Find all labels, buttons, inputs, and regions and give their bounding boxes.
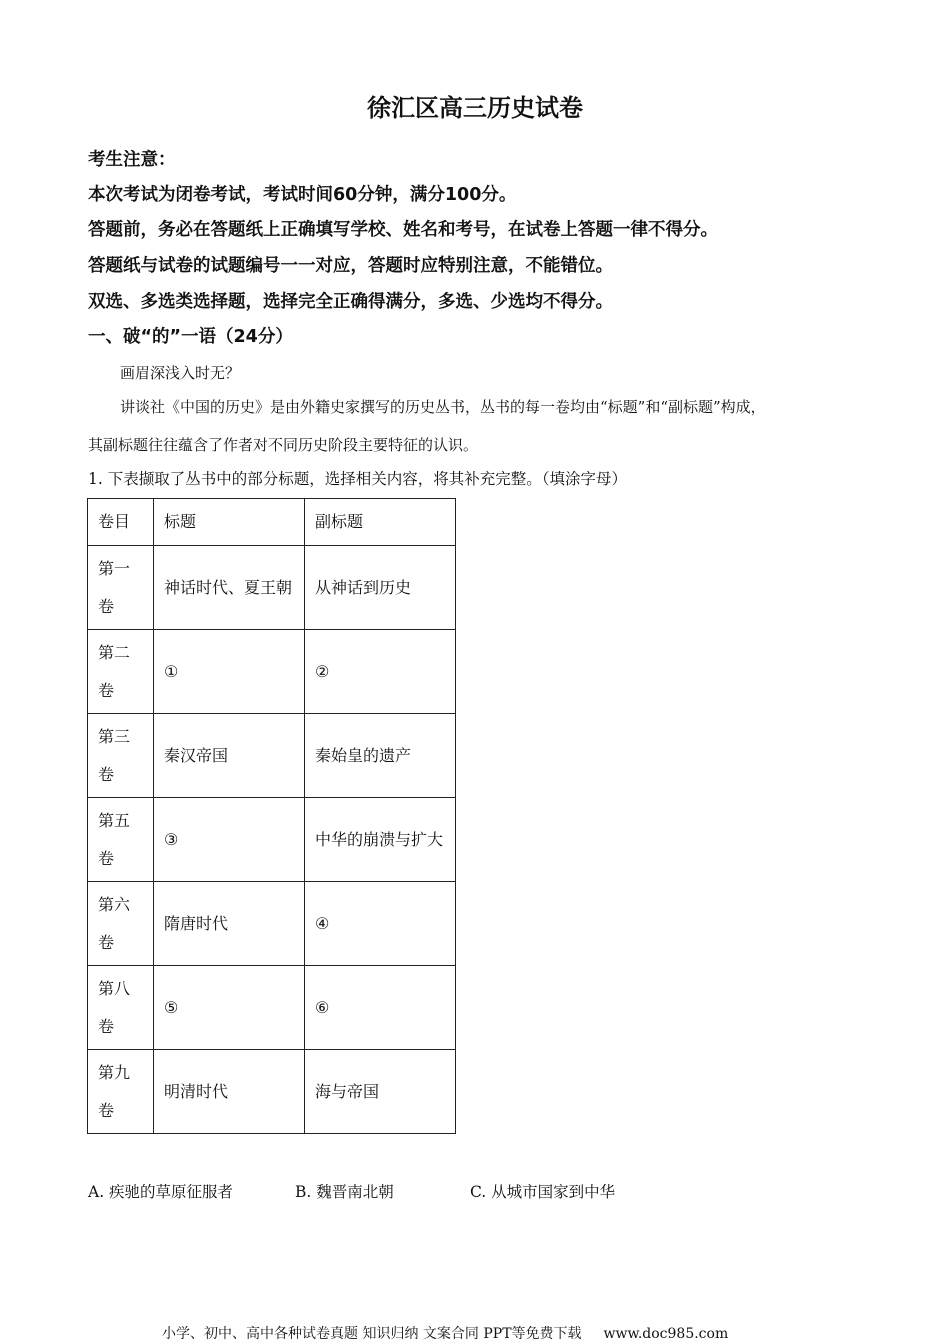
option-a: A. 疾驰的草原征服者 — [88, 1183, 234, 1201]
subtitle-cell: 海与帝国 — [305, 1050, 456, 1134]
volume-cell: 第五卷 — [88, 798, 154, 882]
title-cell: 神话时代、夏王朝 — [154, 546, 305, 630]
footer-url: www.doc985.com — [603, 1326, 729, 1342]
table-row — [88, 798, 456, 882]
table-row — [88, 966, 456, 1050]
title-cell: ⑤ — [154, 966, 305, 1050]
table-header-row — [88, 499, 456, 546]
title-cell: ① — [154, 630, 305, 714]
notice-line-4: 双选、多选类选择题，选择完全正确得满分，多选、少选均不得分。 — [88, 292, 613, 312]
title-cell: ③ — [154, 798, 305, 882]
page-footer — [162, 1323, 728, 1343]
volume-cell: 第一卷 — [88, 546, 154, 630]
table-row — [88, 714, 456, 798]
footer-text: 小学、初中、高中各种试卷真题 知识归纳 文案合同 PPT等免费下载 — [162, 1326, 582, 1342]
subtitle-cell: 中华的崩溃与扩大 — [305, 798, 456, 882]
intro-line-1: 讲谈社《中国的历史》是由外籍史家撰写的历史丛书，丛书的每一卷均由“标题”和“副标题”构成， — [120, 398, 766, 416]
volume-cell: 第三卷 — [88, 714, 154, 798]
header-subtitle: 副标题 — [305, 499, 456, 546]
volume-table — [87, 498, 456, 1134]
subtitle-cell: ④ — [305, 882, 456, 966]
intro-line-2: 其副标题往往蕴含了作者对不同历史阶段主要特征的认识。 — [88, 436, 479, 454]
notice-line-2: 答题前，务必在答题纸上正确填写学校、姓名和考号，在试卷上答题一律不得分。 — [88, 220, 718, 240]
table-row — [88, 1050, 456, 1134]
title-cell: 秦汉帝国 — [154, 714, 305, 798]
notice-heading: 考生注意： — [88, 150, 176, 170]
question-1: 1. 下表撷取了丛书中的部分标题，选择相关内容，将其补充完整。（填涂字母） — [88, 470, 627, 488]
notice-line-1: 本次考试为闭卷考试，考试时间60分钟，满分100分。 — [88, 185, 517, 205]
option-b: B. 魏晋南北朝 — [295, 1183, 394, 1201]
page-title: 徐汇区高三历史试卷 — [367, 94, 583, 122]
notice-line-3: 答题纸与试卷的试题编号一一对应，答题时应特别注意，不能错位。 — [88, 256, 613, 276]
subtitle-cell: ② — [305, 630, 456, 714]
title-cell: 隋唐时代 — [154, 882, 305, 966]
subtitle-cell: 秦始皇的遗产 — [305, 714, 456, 798]
table-row — [88, 546, 456, 630]
volume-cell: 第九卷 — [88, 1050, 154, 1134]
option-c: C. 从城市国家到中华 — [470, 1183, 616, 1201]
volume-cell: 第二卷 — [88, 630, 154, 714]
section-title: 一、破“的”一语（24分） — [88, 327, 293, 347]
header-title: 标题 — [154, 499, 305, 546]
subtitle-cell: ⑥ — [305, 966, 456, 1050]
intro-subtitle: 画眉深浅入时无？ — [120, 364, 241, 382]
subtitle-cell: 从神话到历史 — [305, 546, 456, 630]
table-row — [88, 882, 456, 966]
title-cell: 明清时代 — [154, 1050, 305, 1134]
table-row — [88, 630, 456, 714]
volume-cell: 第六卷 — [88, 882, 154, 966]
header-volume: 卷目 — [88, 499, 154, 546]
volume-cell: 第八卷 — [88, 966, 154, 1050]
